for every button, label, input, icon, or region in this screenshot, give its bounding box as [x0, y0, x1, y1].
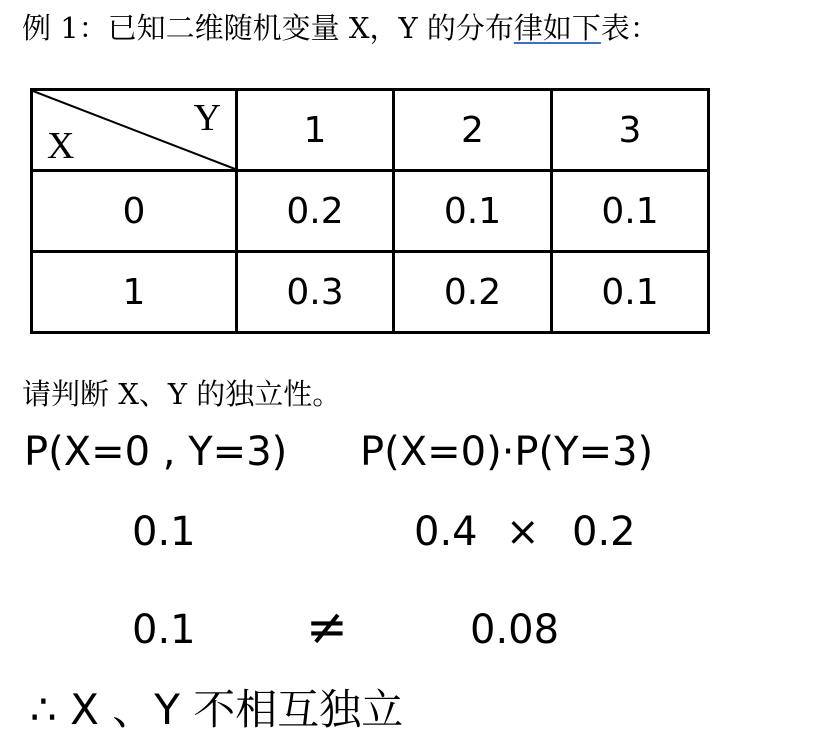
product-value: 0.08: [470, 607, 560, 653]
column-variable-label: Y: [193, 97, 221, 139]
probability-cell: 0.3: [237, 252, 394, 333]
distribution-table: [30, 88, 710, 334]
joint-probability-value-repeat: 0.1: [132, 607, 196, 653]
column-header: 1: [237, 90, 394, 171]
table-header-row: [32, 90, 709, 171]
probability-cell: 0.1: [394, 171, 552, 252]
product-probability-expression: P(X=0)·P(Y=3): [360, 429, 654, 475]
marginal-x-value: 0.4: [414, 509, 478, 555]
row-variable-label: X: [47, 125, 75, 167]
question-text: 请判断 X、Y 的独立性。: [22, 377, 342, 411]
intro-text-end: 表：: [600, 11, 659, 45]
probability-cell: 0.1: [552, 171, 709, 252]
column-header: 2: [394, 90, 552, 171]
multiply-sign: ×: [506, 509, 540, 555]
probability-cell: 0.2: [237, 171, 394, 252]
table-corner-cell: [32, 90, 237, 171]
not-equal-sign: ≠: [306, 598, 348, 656]
intro-text-start: 例 1：已知二维随机变量 X，Y 的分布: [22, 11, 514, 45]
probability-cell: 0.2: [394, 252, 552, 333]
row-header: 0: [32, 171, 237, 252]
conclusion-text: ∴ X 、Y 不相互独立: [30, 685, 404, 734]
marginal-y-value: 0.2: [572, 509, 636, 555]
table-row: [32, 171, 709, 252]
intro-text-underlined: 律如下: [513, 11, 601, 45]
column-header: 3: [552, 90, 709, 171]
joint-probability-expression: P(X=0 , Y=3): [24, 429, 288, 475]
table-row: [32, 252, 709, 333]
example-intro: [22, 6, 659, 50]
probability-cell: 0.1: [552, 252, 709, 333]
joint-probability-value: 0.1: [132, 509, 196, 555]
row-header: 1: [32, 252, 237, 333]
